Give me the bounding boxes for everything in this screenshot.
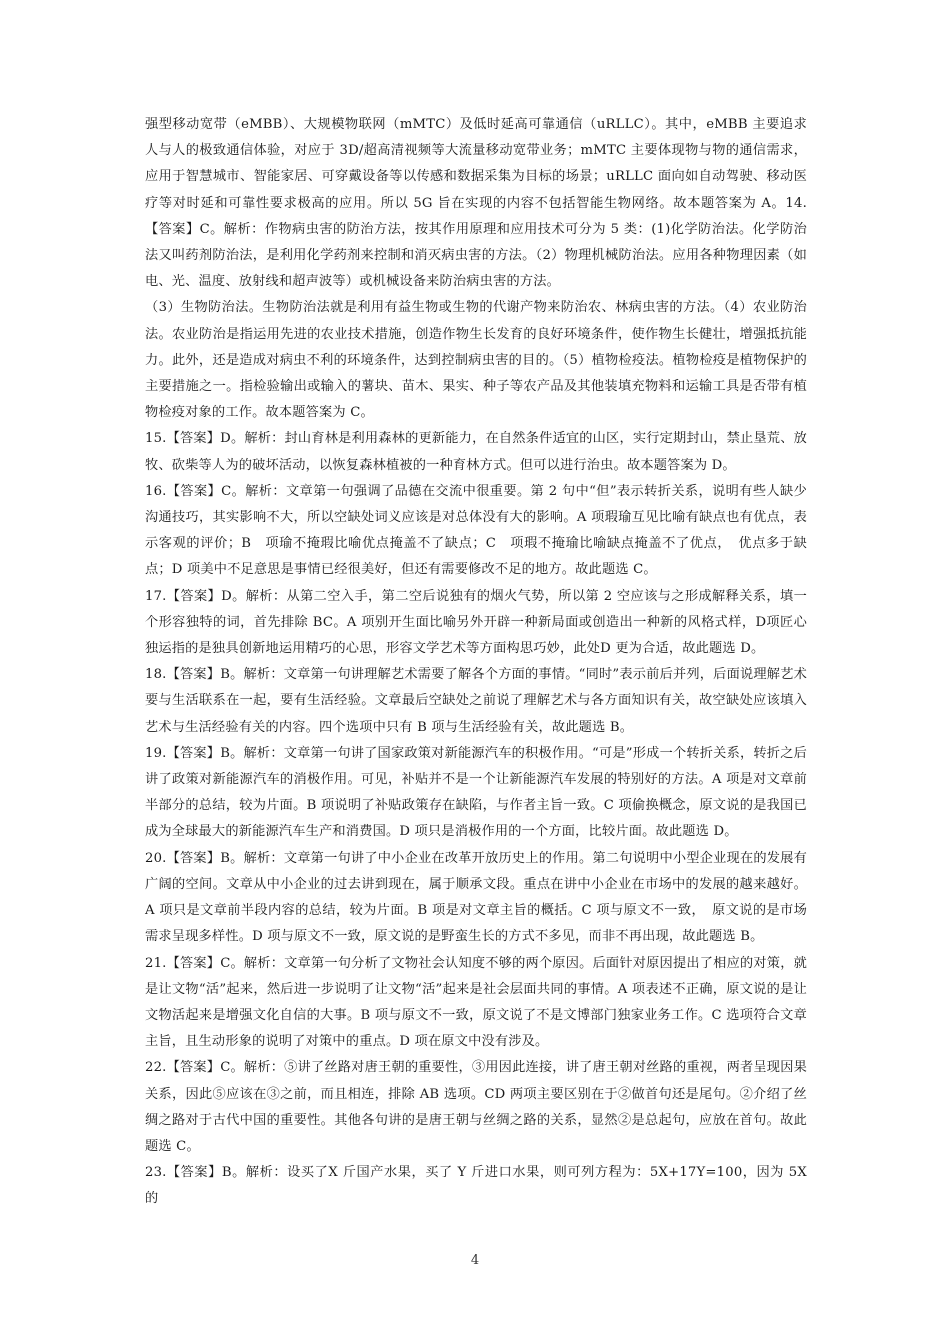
paragraph-q20: 20.【答案】B。解析：文章第一句讲了中小企业在改革开放历史上的作用。第二句说明中小型企业现在的发展有广阔的空间。文章从中小企业的过去讲到现在，属于顺承文段。重点在讲中小企业在市场中的发展的越来越好。A 项只是文章前半段内容的总结，较为片面。B 项是对文章主旨的概括。C 项与原文不一致， 原文说的是市场需求呈现多样性。D 项与原文不一致，原文说的是野蛮生长的方式不多见，而非不再出现，故此题选 B。	[145, 850, 807, 945]
paragraph-q15: 15.【答案】D。解析：封山育林是利用森林的更新能力，在自然条件适宜的山区，实行定期封山，禁止垦荒、放牧、砍柴等人为的破坏活动，以恢复森林植被的一种育林方式。但可以进行治虫。故本题答案为 D。	[145, 431, 807, 473]
paragraph-q23: 23.【答案】B。解析：设买了X 斤国产水果，买了 Y 斤进口水果，则可列方程为：5X+17Y=100，因为 5X 的	[145, 1165, 807, 1207]
paragraph-q19: 19.【答案】B。解析：文章第一句讲了国家政策对新能源汽车的积极作用。“可是”形成一个转折关系，转折之后讲了政策对新能源汽车的消极作用。可见，补贴并不是一个让新能源汽车发展的特别好的方法。A 项是对文章前半部分的总结，较为片面。B 项说明了补贴政策存在缺陷，与作者主旨一致。C 项偷换概念，原文说的是我国已成为全球最大的新能源汽车生产和消费国。D 项只是消极作用的一个方面，比较片面。故此题选 D。	[145, 745, 807, 840]
paragraph-q22: 22.【答案】C。解析：⑤讲了丝路对唐王朝的重要性，③用因此连接，讲了唐王朝对丝路的重视，两者呈现因果关系，因此⑤应该在③之前，而且相连，排除 AB 选项。CD 两项主要区别在于②做首句还是尾句。②介绍了丝绸之路对于古代中国的重要性。其他各句讲的是唐王朝与丝绸之路的关系，显然②是总起句，应放在首句。故此题选 C。	[145, 1060, 807, 1154]
paragraph-q17: 17.【答案】D。解析：从第二空入手，第二空后说独有的烟火气势，所以第 2 空应该与之形成解释关系，填一个形容独特的词，首先排除 BC。A 项别开生面比喻另外开辟一种新局面或创造出一种新的风格式样，D项匠心独运指的是独具创新地运用精巧的心思，形容文学艺术等方面构思巧妙，此处D 更为合适，故此题选 D。	[145, 588, 807, 657]
answer-explanations	[145, 112, 807, 1213]
paragraph-q16: 16.【答案】C。解析：文章第一句强调了品德在交流中很重要。第 2 句中“但”表示转折关系，说明有些人缺少沟通技巧，其实影响不大，所以空缺处词义应该是对总体没有大的影响。A 项瑕瑜互见比喻有缺点也有优点，表示客观的评价；B 项瑜不掩瑕比喻优点掩盖不了缺点；C 项瑕不掩瑜比喻缺点掩盖不了优点， 优点多于缺点；D 项美中不足意思是事情已经很美好，但还有需要修改不足的地方。故此题选 C。	[145, 483, 807, 578]
paragraph-5g-and-q14: 强型移动宽带（eMBB）、大规模物联网（mMTC）及低时延高可靠通信（uRLLC）。其中，eMBB 主要追求人与人的极致通信体验，对应于 3D/超高清视频等大流量移动宽带业务；mMTC 主要体现物与物的通信需求，应用于智慧城市、智能家居、可穿戴设备等以传感和数据采集为目标的场景；uRLLC 面向如自动驾驶、移动医疗等对时延和可靠性要求极高的应用。所以 5G 旨在实现的内容不包括智能生物网络。故本题答案为 A。14.【答案】C。解析：作物病虫害的防治方法，按其作用原理和应用技术可分为 5 类：(1)化学防治法。化学防治法又叫药剂防治法，是利用化学药剂来控制和消灭病虫害的方法。（2）物理机械防治法。应用各种物理因素（如电、光、温度、放射线和超声波等）或机械设备来防治病虫害的方法。	[145, 117, 807, 290]
paragraph-q14-continued: （3）生物防治法。生物防治法就是利用有益生物或生物的代谢产物来防治农、林病虫害的方法。（4）农业防治法。农业防治是指运用先进的农业技术措施，创造作物生长发育的良好环境条件，使作物生长健壮，增强抵抗能力。此外，还是造成对病虫不利的环境条件，达到控制病虫害的目的。（5）植物检疫法。植物检疫是植物保护的主要措施之一。指检验输出或输入的薯块、苗木、果实、种子等农产品及其他装填充物料和运输工具是否带有植物检疫对象的工作。故本题答案为 C。	[145, 300, 807, 421]
page-number: 4	[470, 1253, 480, 1268]
paragraph-q21: 21.【答案】C。解析：文章第一句分析了文物社会认知度不够的两个原因。后面针对原因提出了相应的对策，就是让文物“活”起来，然后进一步说明了让文物“活”起来是社会层面共同的事情。A 项表述不正确，原文说的是让文物活起来是增强文化自信的大事。B 项与原文不一致，原文说了不是文博部门独家业务工作。C 选项符合文章主旨，且生动形象的说明了对策中的重点。D 项在原文中没有涉及。	[145, 955, 807, 1050]
paragraph-q18: 18.【答案】B。解析：文章第一句讲理解艺术需要了解各个方面的事情。“同时”表示前后并列，后面说理解艺术要与生活联系在一起，要有生活经验。文章最后空缺处之前说了理解艺术与各方面知识有关，故空缺处应该填入艺术与生活经验有关的内容。四个选项中只有 B 项与生活经验有关，故此题选 B。	[145, 667, 807, 735]
